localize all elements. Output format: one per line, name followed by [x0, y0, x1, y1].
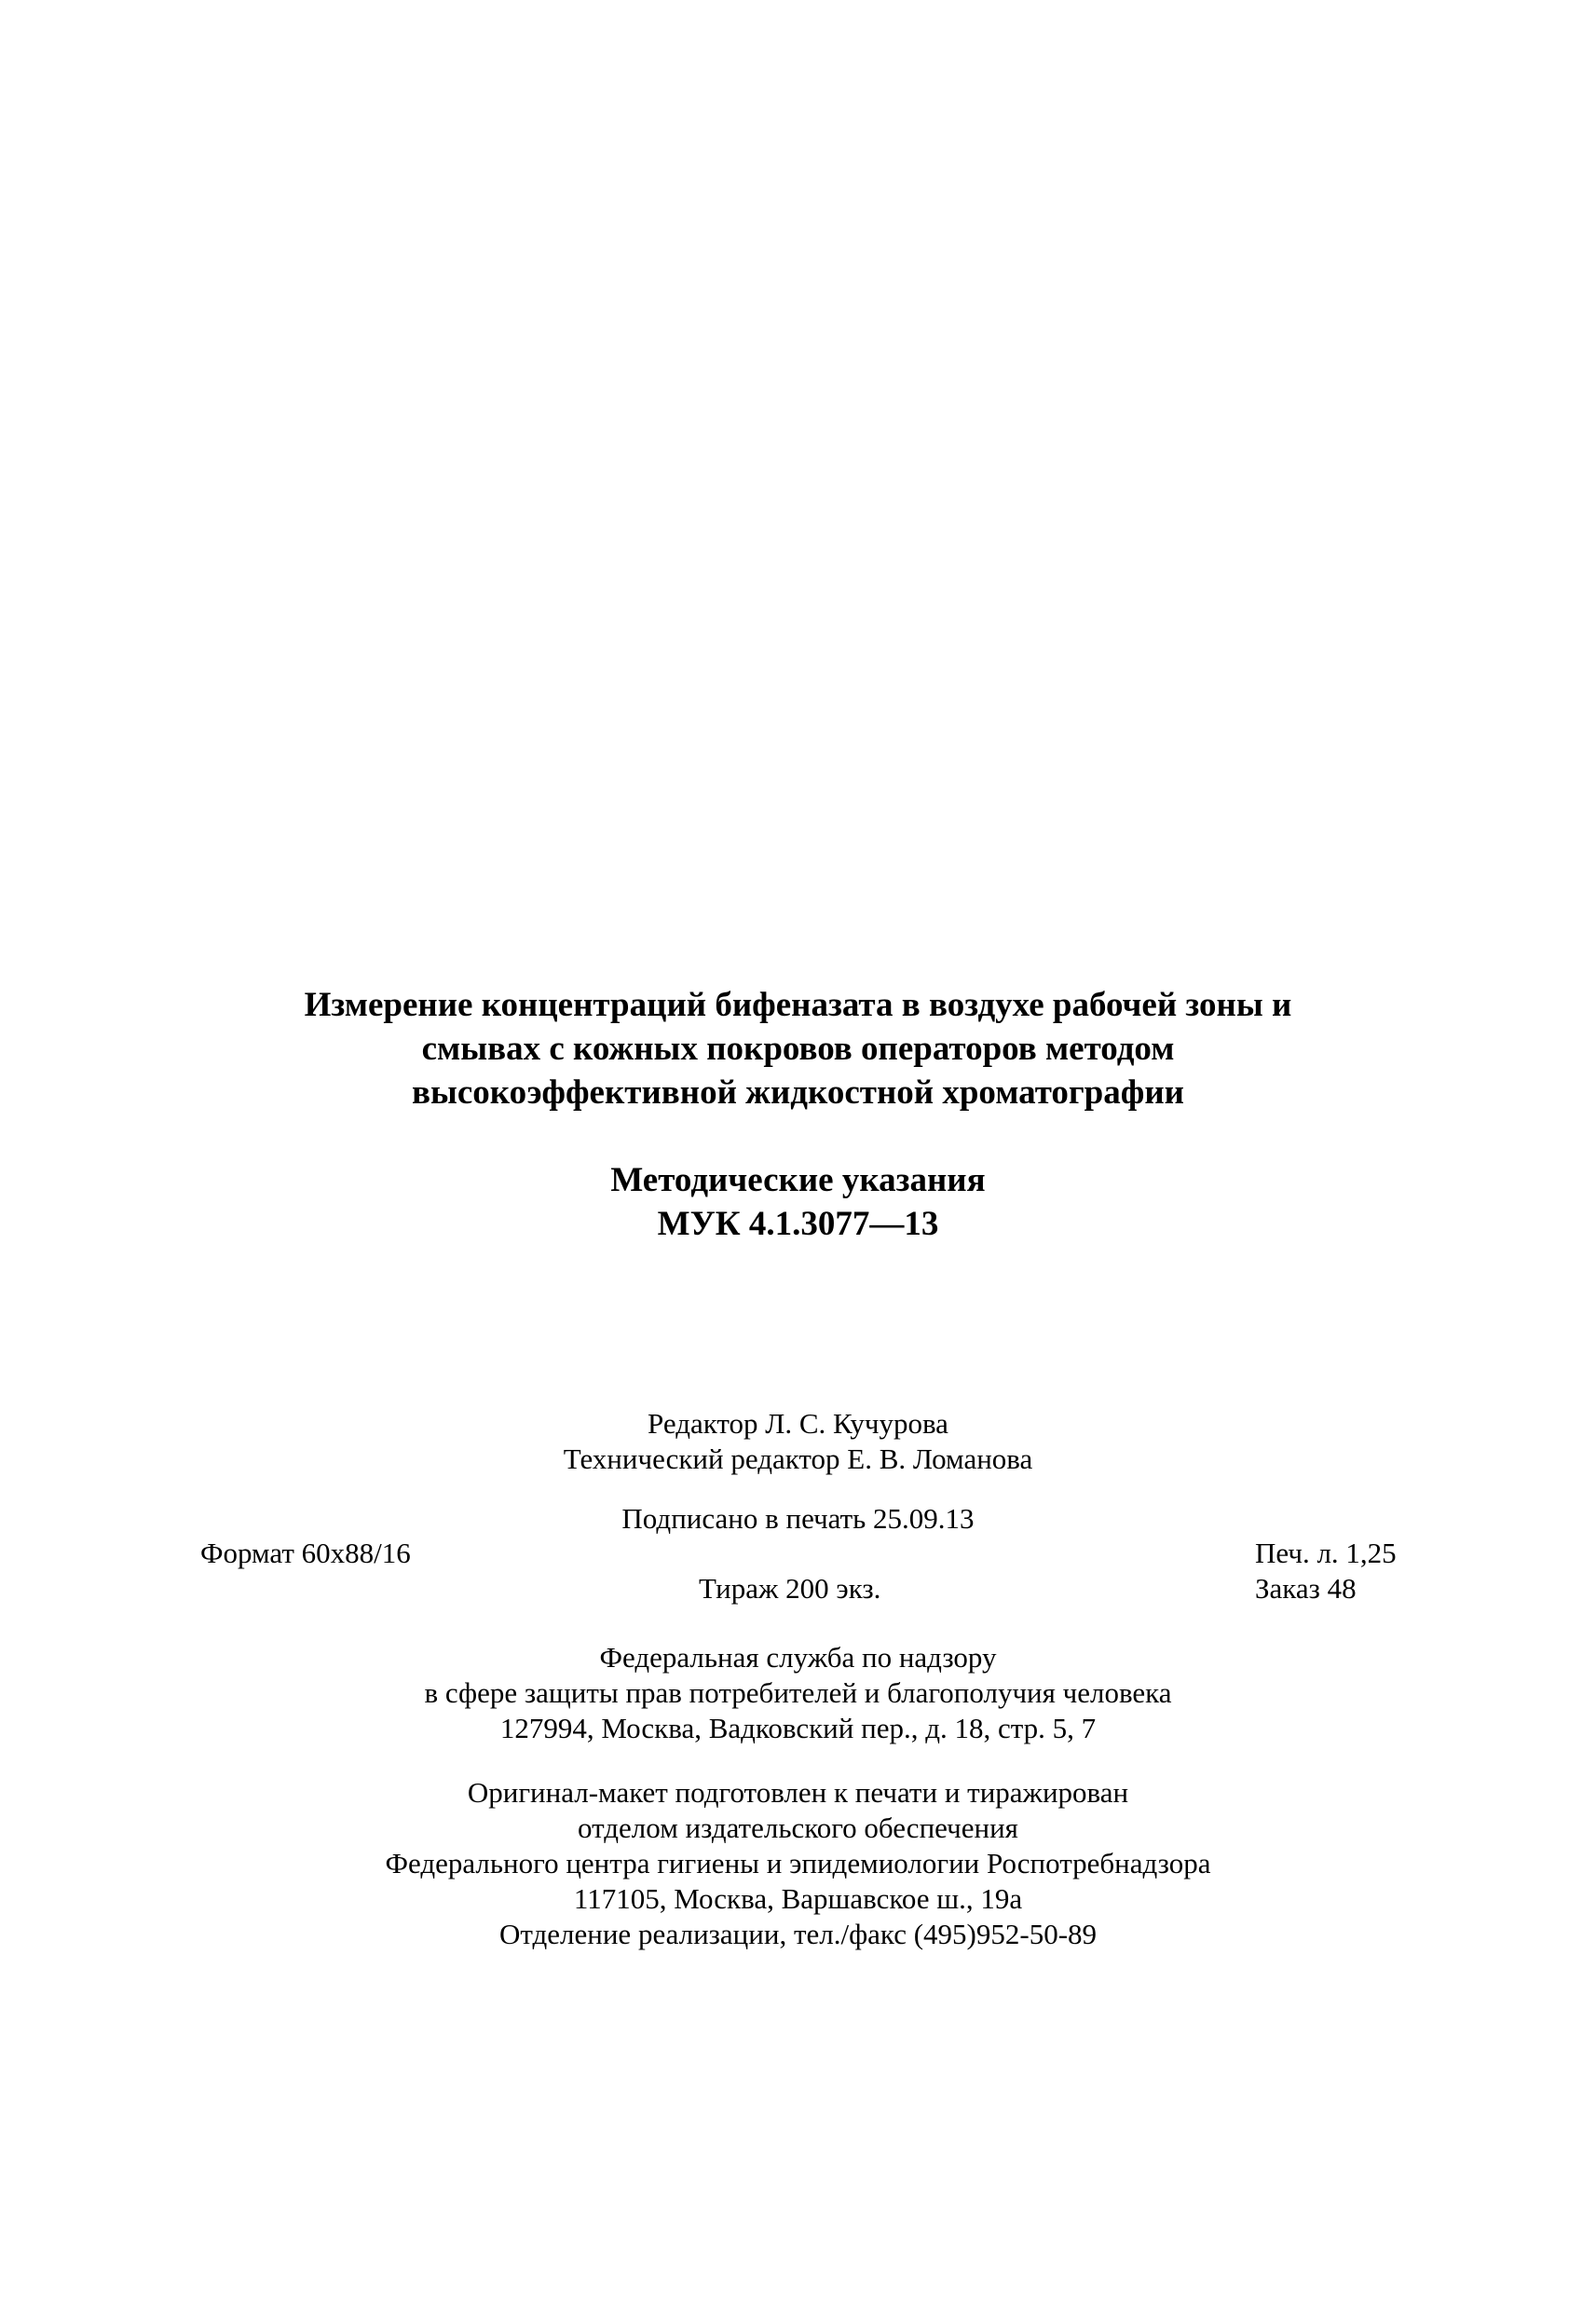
format-line: Формат 60x88/16: [200, 1537, 411, 1569]
signed-line: Подписано в печать 25.09.13: [621, 1502, 975, 1535]
publisher-address: 127994, Москва, Вадковский пер., д. 18, стр. 5, 7: [499, 1712, 1097, 1744]
sales-contact: Отделение реализации, тел./факс (495)952-50-89: [498, 1918, 1098, 1950]
editor-line: Редактор Л. С. Кучурова: [648, 1407, 948, 1440]
document-designation: [0, 1158, 1596, 1246]
printer-line-3: Федерального центра гигиены и эпидемиологии Роспотребнадзора: [385, 1847, 1211, 1879]
printer-line-1: Оригинал-макет подготовлен к печати и тиражирован: [467, 1776, 1129, 1809]
title-line-1: Измерение концентраций бифеназата в воздухе рабочей зоны и: [304, 986, 1292, 1024]
tech-editor-line: Технический редактор Е. В. Ломанова: [563, 1442, 1033, 1475]
order-line: Заказ 48: [1255, 1572, 1357, 1605]
document-number: МУК 4.1.3077—13: [657, 1205, 939, 1243]
document-title: [0, 983, 1596, 1114]
publisher-line-2: в сфере защиты прав потребителей и благополучия человека: [424, 1676, 1172, 1709]
printer-line-2: отделом издательского обеспечения: [578, 1811, 1018, 1844]
title-line-3: высокоэффективной жидкостной хроматографии: [412, 1073, 1184, 1112]
document-type: Методические указания: [610, 1161, 986, 1199]
printed-sheets-line: Печ. л. 1,25: [1255, 1537, 1397, 1569]
circulation-line: Тираж 200 экз.: [699, 1572, 881, 1605]
printer-address: 117105, Москва, Варшавское ш., 19а: [573, 1882, 1023, 1915]
publisher-line-1: Федеральная служба по надзору: [599, 1641, 997, 1674]
title-line-2: смывах с кожных покровов операторов методом: [421, 1030, 1175, 1068]
